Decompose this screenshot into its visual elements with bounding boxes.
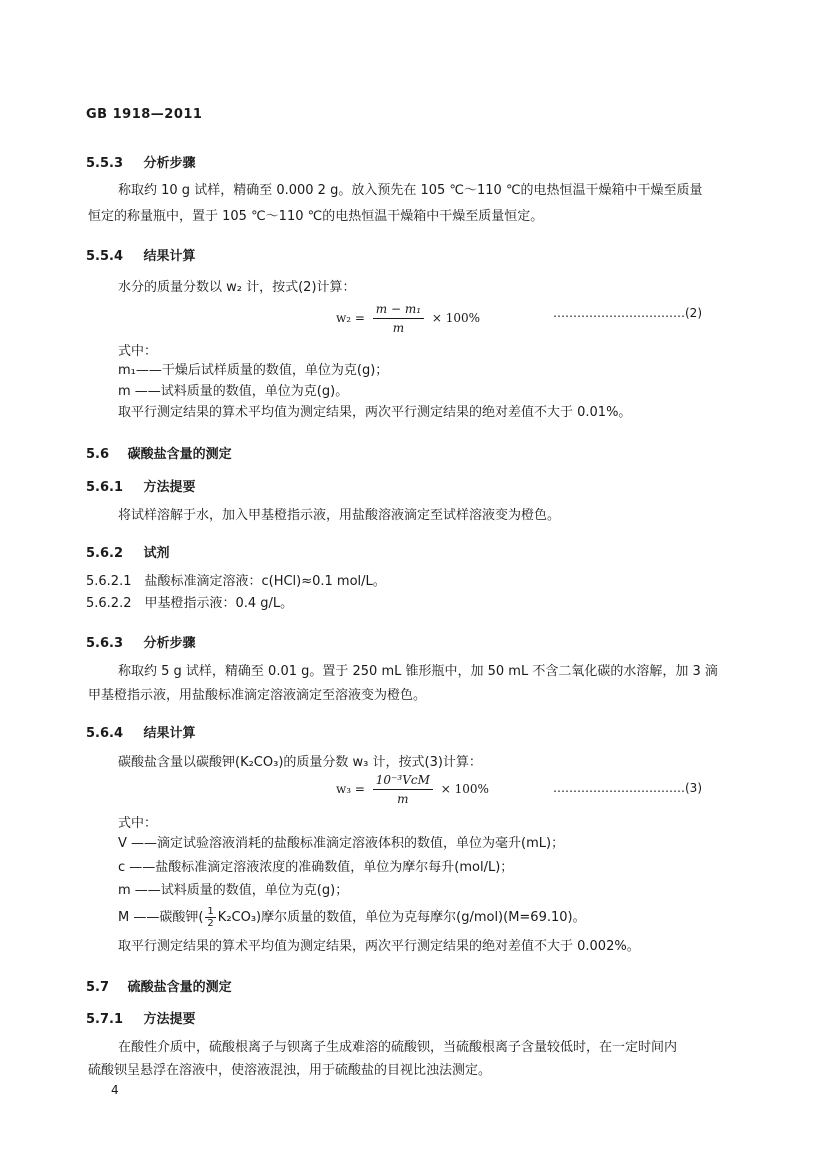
heading-5-7	[86, 976, 232, 995]
formula-2	[336, 302, 480, 335]
heading-5-6	[86, 443, 232, 462]
definition-prefix: M ——碳酸钾(	[118, 910, 204, 925]
heading-title: 硫酸盐含量的测定	[127, 980, 232, 995]
definition-line: c ——盐酸标准滴定溶液浓度的准确数值，单位为摩尔每升(mol/L)；	[118, 860, 514, 875]
heading-5-6-3	[86, 632, 196, 651]
heading-title: 分析步骤	[143, 156, 196, 171]
reagent-item: 5.6.2.2 甲基橙指示液：0.4 g/L。	[86, 596, 294, 611]
formula-numerator: 10⁻³VcM	[373, 773, 433, 790]
formula-denominator: m	[392, 321, 405, 335]
heading-number: 5.6.1	[86, 480, 124, 495]
formula-denominator: m	[397, 792, 409, 806]
heading-number: 5.6.2	[86, 546, 124, 561]
definition-line: m ——试料质量的数值，单位为克(g)；	[118, 883, 349, 898]
heading-5-6-2	[86, 542, 170, 561]
paragraph-line: 恒定的称量瓶中，置于 105 ℃～110 ℃的电热恒温干燥箱中干燥至质量恒定。	[88, 209, 544, 224]
heading-number: 5.7	[86, 980, 110, 995]
heading-number: 5.6.4	[86, 726, 124, 741]
paragraph-line: 称取约 5 g 试样，精确至 0.01 g。置于 250 mL 锥形瓶中，加 50 mL 不含二氧化碳的水溶解，加 3 滴	[118, 664, 718, 679]
heading-title: 方法提要	[143, 480, 196, 495]
heading-5-5-4	[86, 245, 196, 264]
page-number: 4	[111, 1083, 119, 1097]
where-label: 式中：	[118, 344, 158, 359]
paragraph-line: 甲基橙指示液，用盐酸标准滴定溶液滴定至溶液变为橙色。	[88, 688, 427, 703]
formula-lhs: w₂ =	[336, 311, 365, 325]
heading-number: 5.5.4	[86, 249, 124, 264]
heading-number: 5.6	[86, 447, 110, 462]
formula-3	[336, 773, 489, 806]
standard-code: GB 1918—2011	[86, 107, 203, 122]
reagent-item: 5.6.2.1 盐酸标准滴定溶液：c(HCl)≈0.1 mol/L。	[86, 574, 386, 589]
definition-line: m ——试料质量的数值，单位为克(g)。	[118, 384, 349, 399]
heading-5-6-1	[86, 476, 196, 495]
where-label: 式中：	[118, 816, 158, 831]
heading-title: 分析步骤	[143, 636, 196, 651]
fraction-denominator: 2	[207, 918, 214, 929]
paragraph-line: 将试样溶解于水，加入甲基橙指示液，用盐酸溶液滴定至试样溶液变为橙色。	[118, 508, 561, 523]
definition-line: V ——滴定试验溶液消耗的盐酸标准滴定溶液体积的数值，单位为毫升(mL)；	[118, 836, 565, 851]
heading-number: 5.5.3	[86, 156, 124, 171]
paragraph-line: 硫酸钡呈悬浮在溶液中，使溶液混浊，用于硫酸盐的目视比浊法测定。	[88, 1063, 492, 1078]
definition-line	[118, 906, 586, 929]
formula-fraction	[373, 302, 424, 335]
heading-title: 结果计算	[143, 726, 196, 741]
definition-line: m₁——干燥后试样质量的数值，单位为克(g)；	[118, 363, 389, 378]
formula-fraction	[373, 773, 433, 806]
definition-suffix: K₂CO₃)摩尔质量的数值，单位为克每摩尔(g/mol)(M=69.10)。	[217, 910, 586, 925]
fraction-numerator: 1	[207, 906, 214, 917]
heading-title: 试剂	[143, 546, 170, 561]
formula-tail: × 100%	[431, 311, 481, 325]
heading-title: 方法提要	[143, 1012, 196, 1027]
formula-lhs: w₃ =	[336, 782, 365, 796]
paragraph-line: 水分的质量分数以 w₂ 计，按式(2)计算：	[118, 280, 356, 295]
half-fraction	[205, 906, 215, 929]
heading-number: 5.6.3	[86, 636, 124, 651]
heading-number: 5.7.1	[86, 1012, 124, 1027]
heading-5-6-4	[86, 722, 196, 741]
formula-numerator: m − m₁	[373, 302, 424, 319]
formula-tail: × 100%	[440, 782, 489, 796]
heading-5-5-3	[86, 152, 196, 171]
paragraph-line: 在酸性介质中，硫酸根离子与钡离子生成难溶的硫酸钡，当硫酸根离子含量较低时，在一定时间内	[118, 1040, 678, 1055]
equation-number: ……………………………(3)	[553, 781, 702, 795]
equation-number: ……………………………(2)	[553, 306, 702, 320]
heading-title: 碳酸盐含量的测定	[127, 447, 232, 462]
paragraph-line: 碳酸盐含量以碳酸钾(K₂CO₃)的质量分数 w₃ 计，按式(3)计算：	[118, 755, 482, 770]
paragraph-line: 取平行测定结果的算术平均值为测定结果，两次平行测定结果的绝对差值不大于 0.01%。	[118, 405, 632, 420]
heading-title: 结果计算	[143, 249, 196, 264]
paragraph-line: 称取约 10 g 试样，精确至 0.000 2 g。放入预先在 105 ℃～110 ℃的电热恒温干燥箱中干燥至质量	[118, 183, 703, 198]
heading-5-7-1	[86, 1008, 196, 1027]
paragraph-line: 取平行测定结果的算术平均值为测定结果，两次平行测定结果的绝对差值不大于 0.002%。	[118, 939, 640, 954]
